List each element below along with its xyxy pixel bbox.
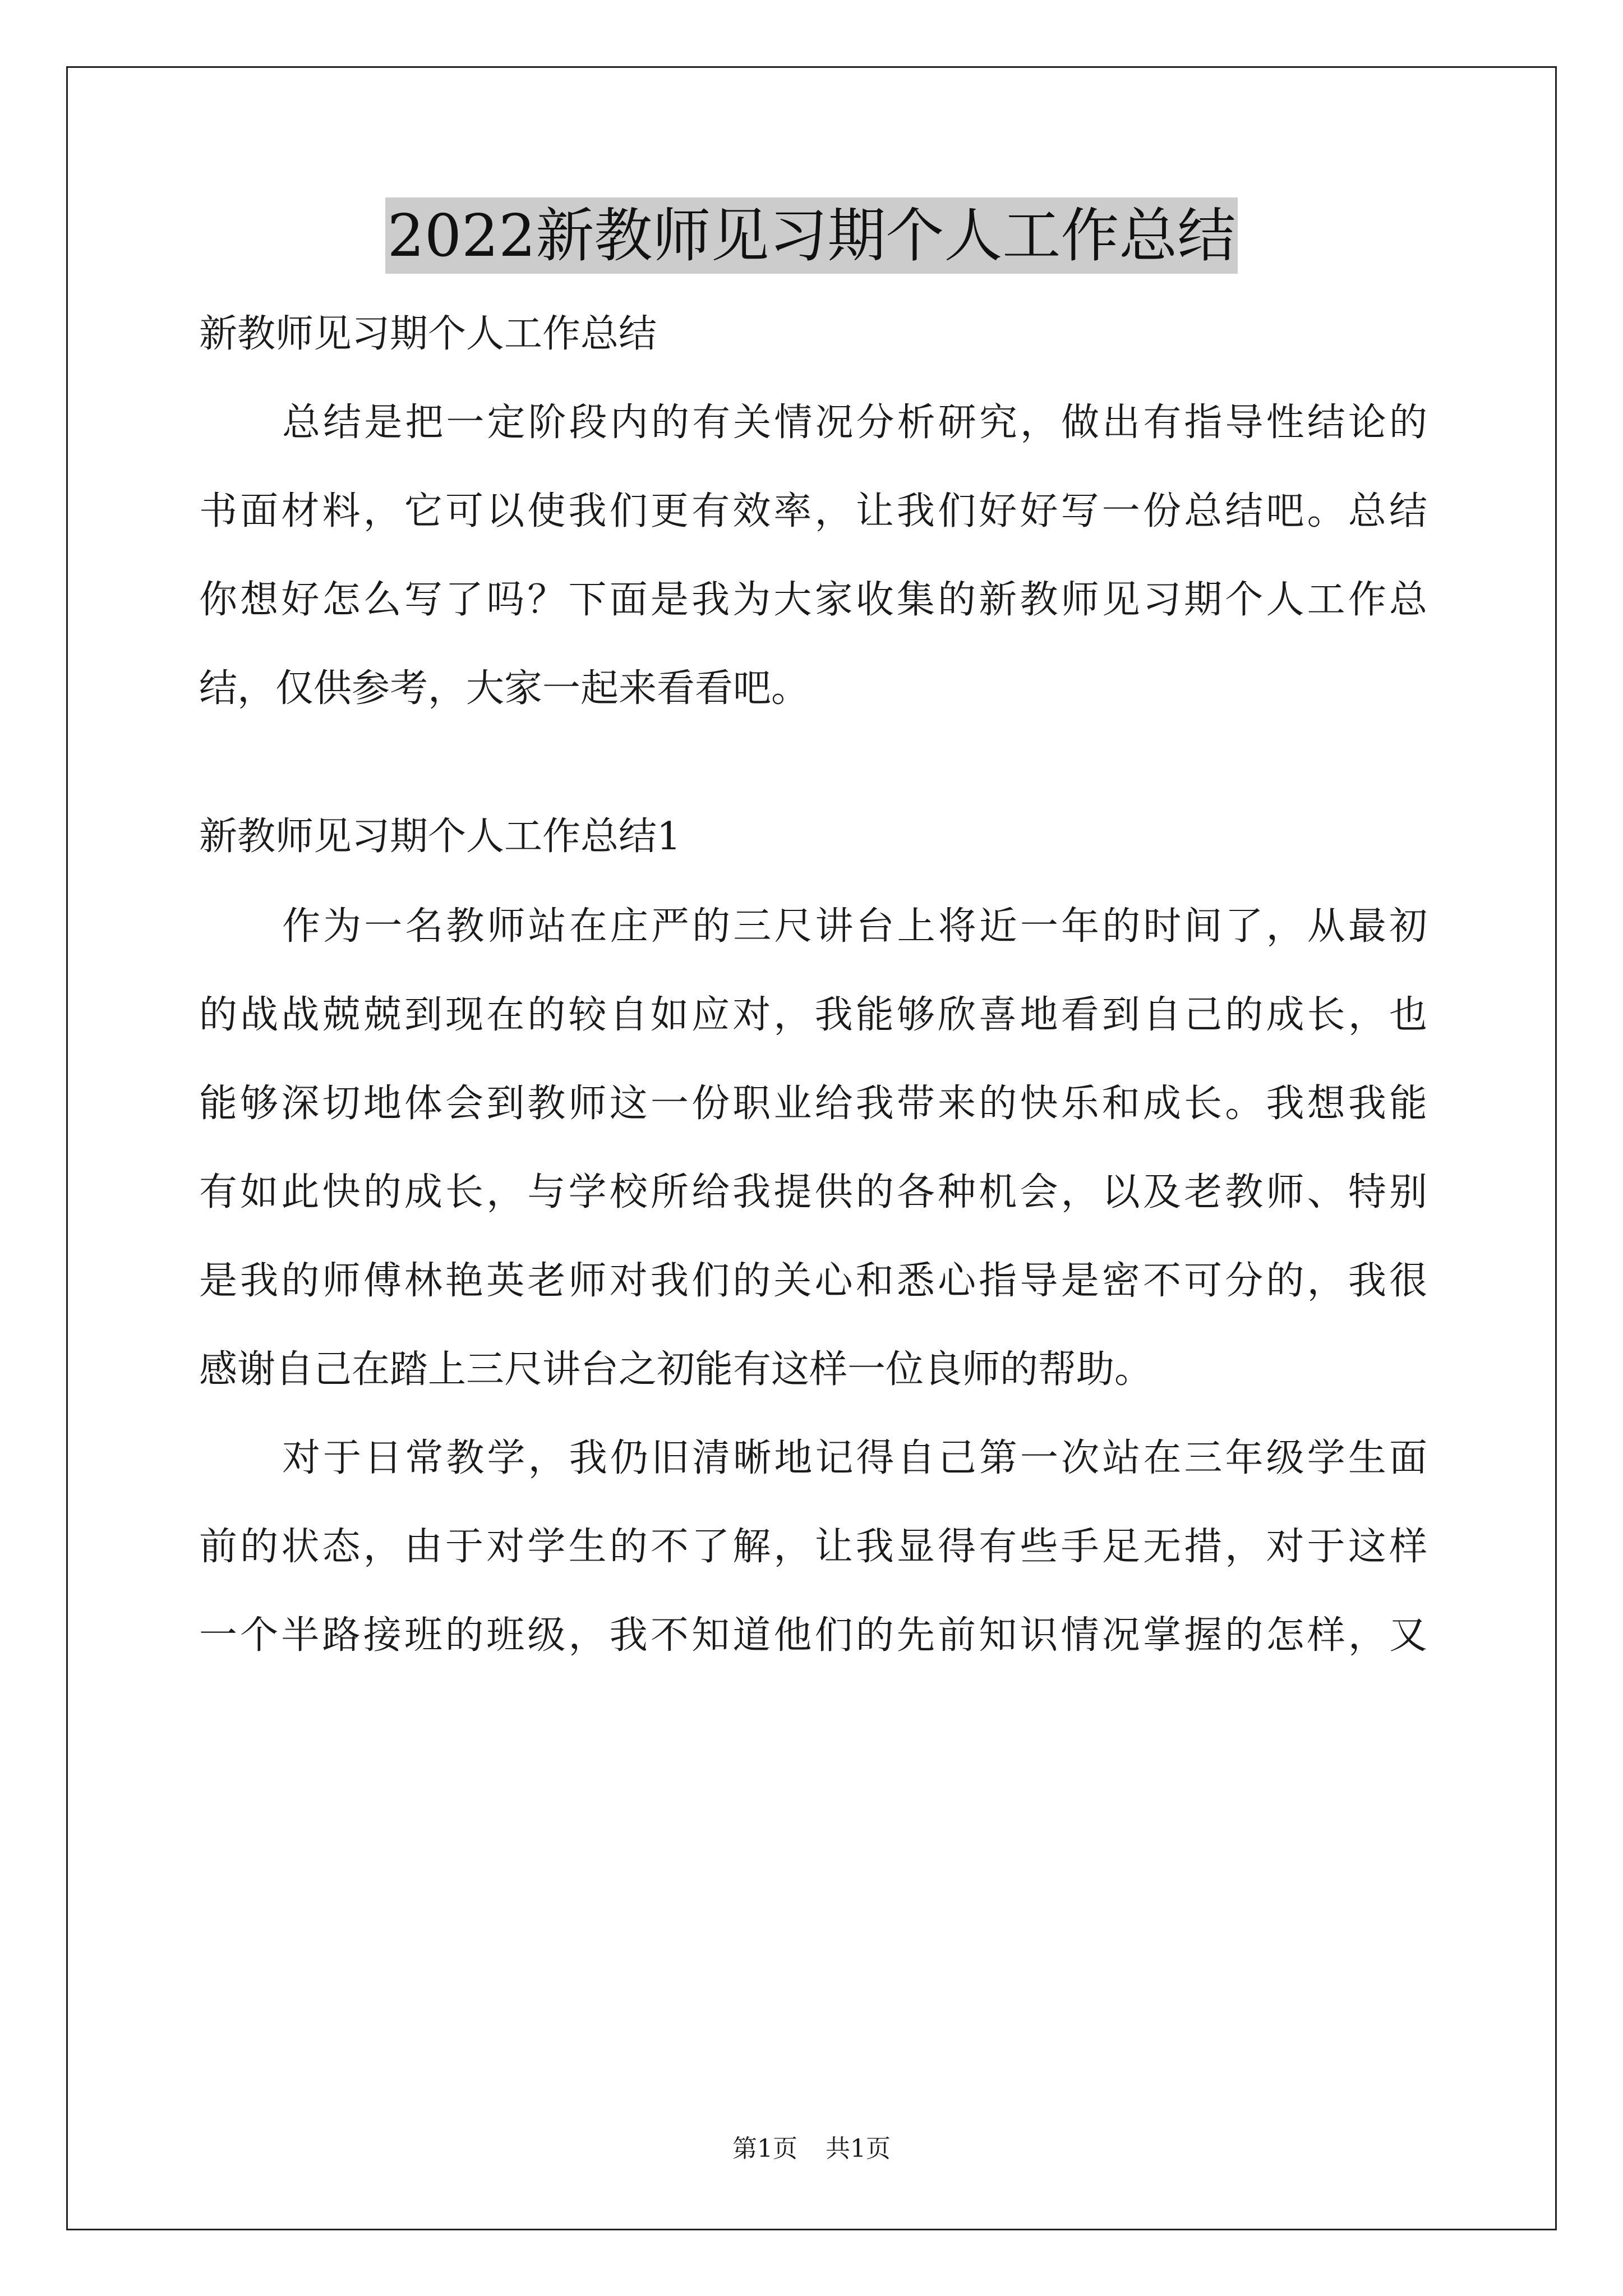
paragraph-line: 一个半路接班的班级，我不知道他们的先前知识情况掌握的怎样，又 bbox=[199, 1613, 1427, 1658]
paragraph-line: 前的状态，由于对学生的不了解，让我显得有些手足无措，对于这样 bbox=[199, 1525, 1427, 1569]
paragraph-line: 书面材料，它可以使我们更有效率，让我们好好写一份总结吧。总结 bbox=[199, 489, 1427, 533]
page-footer bbox=[0, 2133, 1623, 2165]
title-container bbox=[0, 197, 1623, 274]
paragraph-2 bbox=[199, 1436, 1427, 1658]
paragraph-line: 的战战兢兢到现在的较自如应对，我能够欣喜地看到自己的成长，也 bbox=[199, 993, 1427, 1037]
paragraph-line: 总结是把一定阶段内的有关情况分析研究，做出有指导性结论的 bbox=[282, 401, 1427, 445]
paragraph-line: 你想好怎么写了吗？下面是我为大家收集的新教师见习期个人工作总 bbox=[199, 578, 1427, 622]
paragraph-1 bbox=[199, 904, 1427, 1392]
document-body bbox=[199, 312, 1427, 1658]
paragraph-line: 是我的师傅林艳英老师对我们的关心和悉心指导是密不可分的，我很 bbox=[199, 1259, 1427, 1303]
paragraph-line: 结，仅供参考，大家一起来看看吧。 bbox=[199, 666, 810, 711]
document-title: 2022新教师见习期个人工作总结 bbox=[385, 197, 1238, 274]
paragraph-line: 作为一名教师站在庄严的三尺讲台上将近一年的时间了，从最初 bbox=[282, 904, 1427, 949]
page-number-total: 共1页 bbox=[826, 2134, 891, 2163]
paragraph-line: 有如此快的成长，与学校所给我提供的各种机会，以及老教师、特别 bbox=[199, 1170, 1427, 1214]
page-number-current: 第1页 bbox=[732, 2134, 797, 2163]
intro-paragraph bbox=[199, 401, 1427, 711]
paragraph-line: 对于日常教学，我仍旧清晰地记得自己第一次站在三年级学生面 bbox=[282, 1436, 1427, 1480]
paragraph-line: 感谢自己在踏上三尺讲台之初能有这样一位良师的帮助。 bbox=[199, 1347, 1153, 1392]
section-heading: 新教师见习期个人工作总结1 bbox=[199, 815, 681, 859]
paragraph-line: 能够深切地体会到教师这一份职业给我带来的快乐和成长。我想我能 bbox=[199, 1082, 1427, 1126]
document-subtitle: 新教师见习期个人工作总结 bbox=[199, 312, 657, 356]
